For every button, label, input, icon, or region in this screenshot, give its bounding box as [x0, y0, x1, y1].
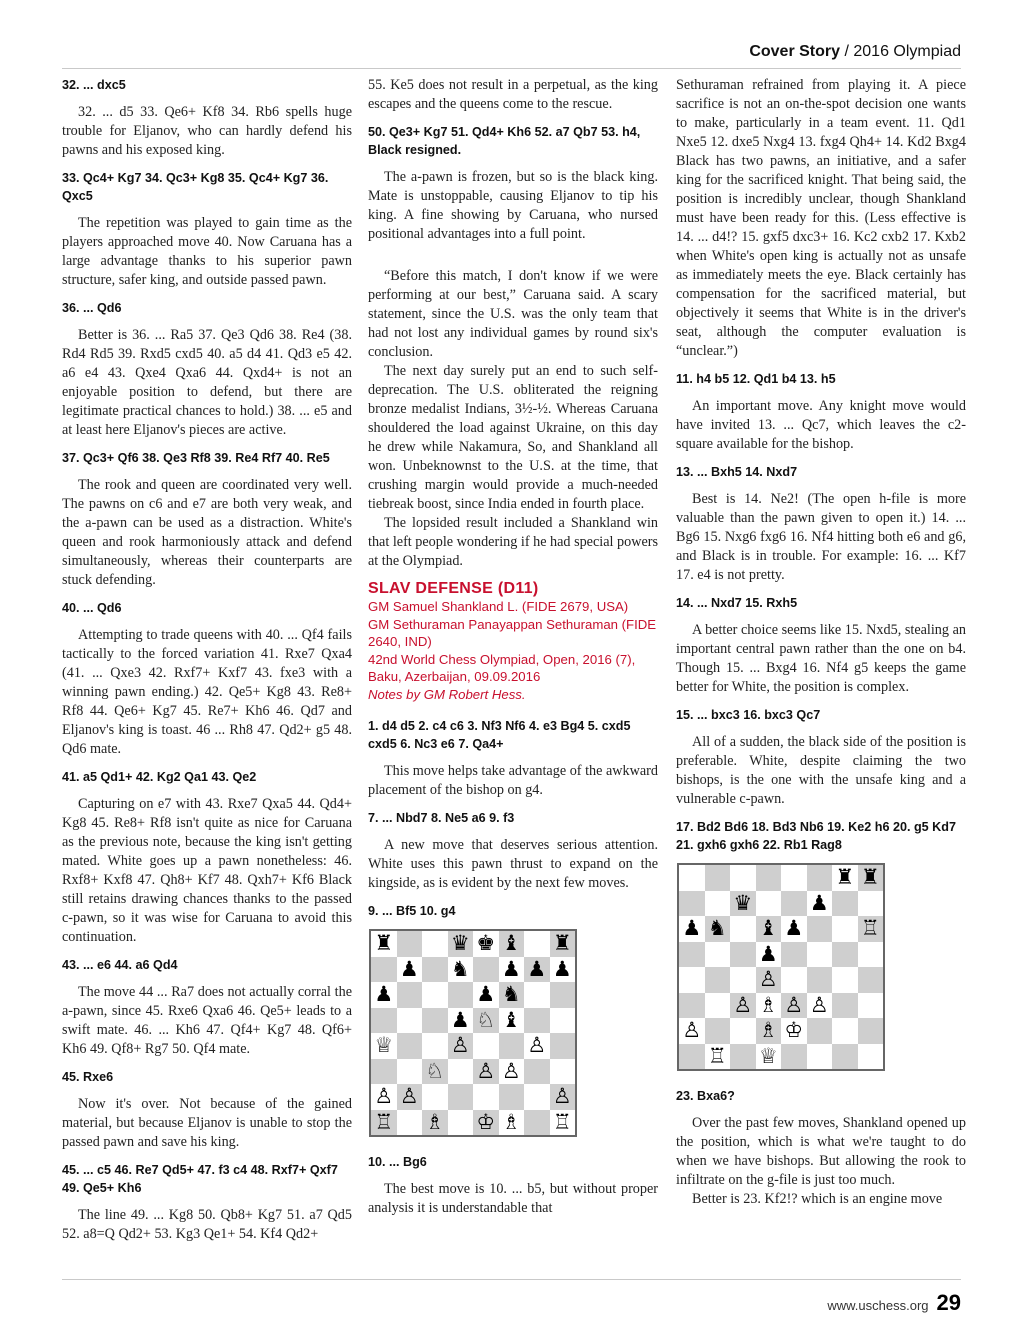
body-paragraph: 55. Ke5 does not result in a perpetual, as the king escapes and the queens come to the rescue. [368, 77, 658, 112]
column-2-moves [368, 717, 658, 920]
black-pawn-icon: ♟ [679, 916, 705, 942]
black-bishop-icon: ♝ [756, 916, 782, 942]
white-pawn-icon: ♙ [397, 1084, 423, 1110]
board-square [781, 942, 807, 968]
move-heading: 43. ... e6 44. a6 Qd4 [62, 958, 178, 972]
footer-url: www.uschess.org [827, 1298, 929, 1313]
black-pawn-icon: ♟ [397, 957, 423, 983]
black-rook-icon: ♜ [832, 865, 858, 891]
board-square [832, 967, 858, 993]
board-square [705, 967, 731, 993]
column-2-top [368, 76, 658, 571]
move-heading: 23. Bxa6? [676, 1089, 735, 1103]
board-square [781, 891, 807, 917]
board-square [705, 942, 731, 968]
body-paragraph: Sethuraman refrained from playing it. A piece sacrifice is not an on-the-spot decision one wants to make, particularly in a team event. 11. Qd1 Nxe5 12. dxe5 Nxg4 13. fxg4 Qh4+ 14. Kd2 Bxg4 Black has two pawns, an initiative, and a safer king for the sacrificed knight. That being said, the position is incredibly unclear, though Shankland must have been ready for this. (Less effective is 14. ... d4!? 15. gxf5 dxc3+ 16. Kc2 cxb2 17. Kxb2 when White's open king is actually not as unsafe as immediately meets the eye. Black certainly has compensation for the sacrificed material, but objectively it seems that White is in the driver's seat, although the computer evaluation is “unclear.”) [676, 77, 966, 359]
board-square [705, 993, 731, 1019]
white-king-icon: ♔ [473, 1110, 499, 1136]
board-square [807, 967, 833, 993]
board-square [397, 1033, 423, 1059]
white-pawn-icon: ♙ [473, 1059, 499, 1085]
annotator: Notes by GM Robert Hess. [368, 686, 526, 702]
event-info: 42nd World Chess Olympiad, Open, 2016 (7), Baku, Azerbaijan, 09.09.2016 [368, 651, 636, 684]
board-square [397, 1008, 423, 1034]
white-king-icon: ♔ [781, 1018, 807, 1044]
board-square [448, 1084, 474, 1110]
board-square [524, 931, 550, 957]
board-square [422, 1084, 448, 1110]
column-3-end [676, 1087, 966, 1209]
board-square [832, 891, 858, 917]
spacer [368, 253, 658, 267]
board-square [397, 1110, 423, 1136]
board-square [422, 957, 448, 983]
board-square [679, 942, 705, 968]
header-rule [62, 68, 961, 69]
board-square [832, 942, 858, 968]
board-square [524, 1008, 550, 1034]
black-pawn-icon: ♟ [473, 982, 499, 1008]
black-rook-icon: ♜ [371, 931, 397, 957]
move-heading: 36. ... Qd6 [62, 301, 122, 315]
board-square [858, 993, 884, 1019]
white-pawn-icon: ♙ [448, 1033, 474, 1059]
board-square [422, 1008, 448, 1034]
black-player: GM Sethuraman Panayappan Sethuraman (FIDE 2640, IND) [368, 616, 657, 649]
board-square [705, 865, 731, 891]
board-square [781, 967, 807, 993]
white-pawn-icon: ♙ [371, 1084, 397, 1110]
white-rook-icon: ♖ [858, 916, 884, 942]
white-pawn-icon: ♙ [550, 1084, 576, 1110]
move-heading: 17. Bd2 Bd6 18. Bd3 Nb6 19. Ke2 h6 20. g5 Kd7 21. gxh6 gxh6 22. Rb1 Rag8 [676, 820, 956, 852]
board-square [832, 993, 858, 1019]
board-square [448, 1059, 474, 1085]
body-paragraph: An important move. Any knight move would have invited 13. ... Qc7, which leaves the c2-square available for the bishop. [676, 398, 966, 452]
black-pawn-icon: ♟ [448, 1008, 474, 1034]
board-square [858, 1044, 884, 1070]
move-heading: 45. Rxe6 [62, 1070, 114, 1084]
black-pawn-icon: ♟ [499, 957, 525, 983]
move-heading: 9. ... Bf5 10. g4 [368, 904, 456, 918]
column-1 [62, 76, 352, 1253]
move-heading: 13. ... Bxh5 14. Nxd7 [676, 465, 798, 479]
board-square [397, 931, 423, 957]
white-bishop-icon: ♗ [422, 1110, 448, 1136]
black-pawn-icon: ♟ [756, 942, 782, 968]
board-square [679, 967, 705, 993]
body-paragraph: Capturing on e7 with 43. Rxe7 Qxa5 44. Qd4+ Kg8 45. Re8+ Rf8 isn't quite as nice for Caruana as the previous note, because the king isn't getting mated. White goes up a pawn nonetheless: 46. Rxf8+ Kxf8 47. Qh8+ Kf7 48. Qxh7+ Kf6 Black still retains drawing chances thanks to the passed c-pawn, so it was wise for Caruana to avoid this continuation. [62, 796, 352, 945]
body-paragraph: A new move that deserves serious attention. White uses this pawn thrust to expand on the kingside, as is evident by the next few moves. [368, 837, 658, 891]
board-square [524, 982, 550, 1008]
board-square [448, 982, 474, 1008]
board-square [832, 1018, 858, 1044]
body-paragraph: The repetition was played to gain time as the players approached move 40. Now Caruana has a large advantage thanks to his superior pawn structure, safer king, and outside passed pawn. [62, 215, 352, 288]
board-square [524, 1110, 550, 1136]
move-heading: 14. ... Nxd7 15. Rxh5 [676, 596, 798, 610]
move-heading: 45. ... c5 46. Re7 Qd5+ 47. f3 c4 48. Rxf7+ Qxf7 49. Qe5+ Kh6 [62, 1163, 338, 1195]
running-header [749, 43, 961, 61]
board-square [550, 1008, 576, 1034]
body-paragraph: The move 44 ... Ra7 does not actually corral the a-pawn, since 45. Rxe6 Qxa6 46. Qe5+ leads to a swift mate. 46. ... Kh6 47. Qf4+ Kg7 48. Qf6+ Kh6 49. Qf8+ Rg7 50. Qf4 mate. [62, 984, 352, 1057]
board-square [730, 865, 756, 891]
body-paragraph: 32. ... d5 33. Qe6+ Kf8 34. Rb6 spells huge trouble for Eljanov, who can hardly defend his pawns and his exposed king. [62, 104, 352, 158]
black-bishop-icon: ♝ [499, 1008, 525, 1034]
page-number: 29 [936, 1290, 961, 1315]
white-bishop-icon: ♗ [756, 993, 782, 1019]
board-square [550, 982, 576, 1008]
column-2 [368, 76, 658, 1227]
board-square [371, 1008, 397, 1034]
board-square [371, 1059, 397, 1085]
move-heading: 33. Qc4+ Kg7 34. Qc3+ Kg8 35. Qc4+ Kg7 36. Qxc5 [62, 171, 329, 203]
board-square [499, 1084, 525, 1110]
board-square [473, 1033, 499, 1059]
move-heading: 15. ... bxc3 16. bxc3 Qc7 [676, 708, 821, 722]
black-knight-icon: ♞ [705, 916, 731, 942]
body-paragraph: “Before this match, I don't know if we were performing at our best,” Caruana said. A scary statement, since the U.S. was the only team that had not lost any individual games by round six's conclusion. [368, 268, 658, 360]
board-square [730, 967, 756, 993]
black-queen-icon: ♛ [730, 891, 756, 917]
board-square [858, 1018, 884, 1044]
body-paragraph: Over the past few moves, Shankland opened up the position, which is what we're taught to do when we have bishops. But allowing the rook to infiltrate on the g-file is just too much. [676, 1115, 966, 1188]
board-square [705, 891, 731, 917]
chess-diagram-2 [677, 863, 885, 1071]
body-paragraph: The lopsided result included a Shankland win that left people wondering if he had special powers at the Olympiad. [368, 515, 658, 569]
board-square [781, 865, 807, 891]
board-square [473, 1084, 499, 1110]
body-paragraph: Best is 14. Ne2! (The open h-file is more valuable than the pawn given to open it.) 14. ... Bg6 15. Nxg6 fxg6 16. Nf4 hitting both e6 and g6, and Black is in trouble. For example: 16. ... Kf7 17. e4 is not pretty. [676, 491, 966, 583]
white-knight-icon: ♘ [473, 1008, 499, 1034]
board-square [422, 982, 448, 1008]
board-square [371, 957, 397, 983]
header-separator: / [840, 43, 854, 60]
body-paragraph: The rook and queen are coordinated very well. The pawns on c6 and e7 are both very weak, and the a-pawn can be used as a distraction. White's queen and rook harmoniously attack and defend simultaneously, whereas their counterparts are stuck defending. [62, 477, 352, 588]
black-knight-icon: ♞ [499, 982, 525, 1008]
board-square [807, 1018, 833, 1044]
board-square [832, 1044, 858, 1070]
board-square [397, 1059, 423, 1085]
move-heading: 11. h4 b5 12. Qd1 b4 13. h5 [676, 372, 836, 386]
board-square [524, 1084, 550, 1110]
white-queen-icon: ♕ [371, 1033, 397, 1059]
column-3 [676, 76, 966, 1218]
white-pawn-icon: ♙ [756, 967, 782, 993]
black-pawn-icon: ♟ [550, 957, 576, 983]
board-square [473, 957, 499, 983]
body-paragraph: The best move is 10. ... b5, but without proper analysis it is understandable that [368, 1181, 658, 1216]
body-paragraph: Attempting to trade queens with 40. ... Qf4 fails tactically to the forced variation 41. Rxe7 Qxa4 (41. ... Qxe3 42. Rxf7+ Kxf7 43. fxe3 with a winning pawn ending.) 42. Qe5+ Kg8 43. Re8+ Rf8 44. Qe6+ Kg7 45. Re7+ Kh6 46. Qd7 and Eljanov's king is toast. 46 ... Rh8 47. Qd2+ g5 48. Qd6 mate. [62, 627, 352, 757]
column-2-end [368, 1153, 658, 1218]
white-pawn-icon: ♙ [807, 993, 833, 1019]
board-square [807, 942, 833, 968]
board-square [679, 1044, 705, 1070]
white-knight-icon: ♘ [422, 1059, 448, 1085]
move-heading: 1. d4 d5 2. c4 c6 3. Nf3 Nf6 4. e3 Bg4 5. cxd5 cxd5 6. Nc3 e6 7. Qa4+ [368, 719, 631, 751]
white-player: GM Samuel Shankland L. (FIDE 2679, USA) [368, 599, 629, 614]
white-pawn-icon: ♙ [781, 993, 807, 1019]
black-pawn-icon: ♟ [524, 957, 550, 983]
board-square [807, 1044, 833, 1070]
black-rook-icon: ♜ [858, 865, 884, 891]
board-square [730, 942, 756, 968]
move-heading: 37. Qc3+ Qf6 38. Qe3 Rf8 39. Re4 Rf7 40. Re5 [62, 451, 330, 465]
board-square [858, 942, 884, 968]
board-square [756, 865, 782, 891]
white-queen-icon: ♕ [756, 1044, 782, 1070]
chess-diagram-1 [369, 929, 577, 1137]
black-pawn-icon: ♟ [371, 982, 397, 1008]
white-rook-icon: ♖ [705, 1044, 731, 1070]
white-rook-icon: ♖ [371, 1110, 397, 1136]
body-paragraph: This move helps take advantage of the awkward placement of the bishop on g4. [368, 763, 658, 798]
black-bishop-icon: ♝ [499, 931, 525, 957]
board-square [756, 891, 782, 917]
board-square [858, 891, 884, 917]
black-pawn-icon: ♟ [807, 891, 833, 917]
white-pawn-icon: ♙ [730, 993, 756, 1019]
game-info [368, 598, 658, 703]
black-pawn-icon: ♟ [781, 916, 807, 942]
body-paragraph: All of a sudden, the black side of the position is preferable. White, despite claiming the two bishops, is the one with the unsafe king and a vulnerable c-pawn. [676, 734, 966, 807]
board-square [705, 1018, 731, 1044]
body-paragraph: The a-pawn is frozen, but so is the black king. Mate is unstoppable, causing Eljanov to tip his king. A fine showing by Caruana, who nursed positional advantages into a full point. [368, 169, 658, 242]
white-pawn-icon: ♙ [499, 1059, 525, 1085]
white-rook-icon: ♖ [550, 1110, 576, 1136]
body-paragraph: Better is 36. ... Ra5 37. Qe3 Qd6 38. Re4 (38. Rd4 Rd5 39. Rxd5 cxd5 40. a5 d4 41. Qd3 e5 42. a6 e4 43. Qxe4 Qxa6 44. Qxd4+ is not an enjoyable position to defend, but there are legitimate practical chances to hold.) 38. ... e5 and at least here Eljanov's pieces are active. [62, 327, 352, 438]
header-section: Cover Story [749, 43, 841, 60]
game-opening-title: SLAV DEFENSE (D11) [368, 580, 539, 597]
move-heading: 50. Qe3+ Kg7 51. Qd4+ Kh6 52. a7 Qb7 53. h4, Black resigned. [368, 125, 641, 157]
white-bishop-icon: ♗ [756, 1018, 782, 1044]
black-king-icon: ♚ [473, 931, 499, 957]
body-paragraph: Better is 23. Kf2!? which is an engine move [692, 1191, 943, 1207]
white-pawn-icon: ♙ [524, 1033, 550, 1059]
board-square [832, 916, 858, 942]
board-square [730, 1044, 756, 1070]
board-square [679, 865, 705, 891]
move-heading: 40. ... Qd6 [62, 601, 122, 615]
board-square [858, 967, 884, 993]
column-3-top [676, 76, 966, 854]
move-heading: 32. ... dxc5 [62, 78, 126, 92]
white-bishop-icon: ♗ [499, 1110, 525, 1136]
body-paragraph: Now it's over. Not because of the gained material, but because Eljanov is unable to stop the passed pawn and save his king. [62, 1096, 352, 1150]
footer-rule [62, 1279, 961, 1280]
board-square [781, 1044, 807, 1070]
header-subtitle: 2016 Olympiad [853, 43, 961, 60]
board-square [730, 1018, 756, 1044]
board-square [807, 916, 833, 942]
board-square [730, 916, 756, 942]
board-square [679, 891, 705, 917]
board-square [807, 865, 833, 891]
board-square [550, 1033, 576, 1059]
move-heading: 7. ... Nbd7 8. Ne5 a6 9. f3 [368, 811, 515, 825]
board-square [397, 982, 423, 1008]
body-paragraph: A better choice seems like 15. Nxd5, stealing an important central pawn rather than the one on b4. Though 15. ... Bxg4 16. Nf4 g5 keeps the game better for White, the position is complex. [676, 622, 966, 695]
move-heading: 10. ... Bg6 [368, 1155, 427, 1169]
board-square [524, 1059, 550, 1085]
board-square [422, 1033, 448, 1059]
body-paragraph: The next day surely put an end to such self-deprecation. The U.S. obliterated the reigning bronze medalist Indians, 3½-½. Whereas Caruana shouldered the load against Ukraine, on this day he drew while Nakamura, So, and Shankland all won. Unbeknownst to the U.S. at the time, that crushing margin would provide a much-needed tiebreak boost, since India ended in fourth place. [368, 363, 658, 512]
body-paragraph: The line 49. ... Kg8 50. Qb8+ Kg7 51. a7 Qd5 52. a8=Q Qd2+ 53. Kg3 Qe1+ 54. Kf4 Qd2+ [62, 1207, 352, 1242]
board-square [448, 1110, 474, 1136]
white-pawn-icon: ♙ [679, 1018, 705, 1044]
black-rook-icon: ♜ [550, 931, 576, 957]
page-footer [827, 1290, 961, 1316]
black-knight-icon: ♞ [448, 957, 474, 983]
board-square [550, 1059, 576, 1085]
black-queen-icon: ♛ [448, 931, 474, 957]
move-heading: 41. a5 Qd1+ 42. Kg2 Qa1 43. Qe2 [62, 770, 257, 784]
board-square [499, 1033, 525, 1059]
board-square [679, 993, 705, 1019]
board-square [422, 931, 448, 957]
